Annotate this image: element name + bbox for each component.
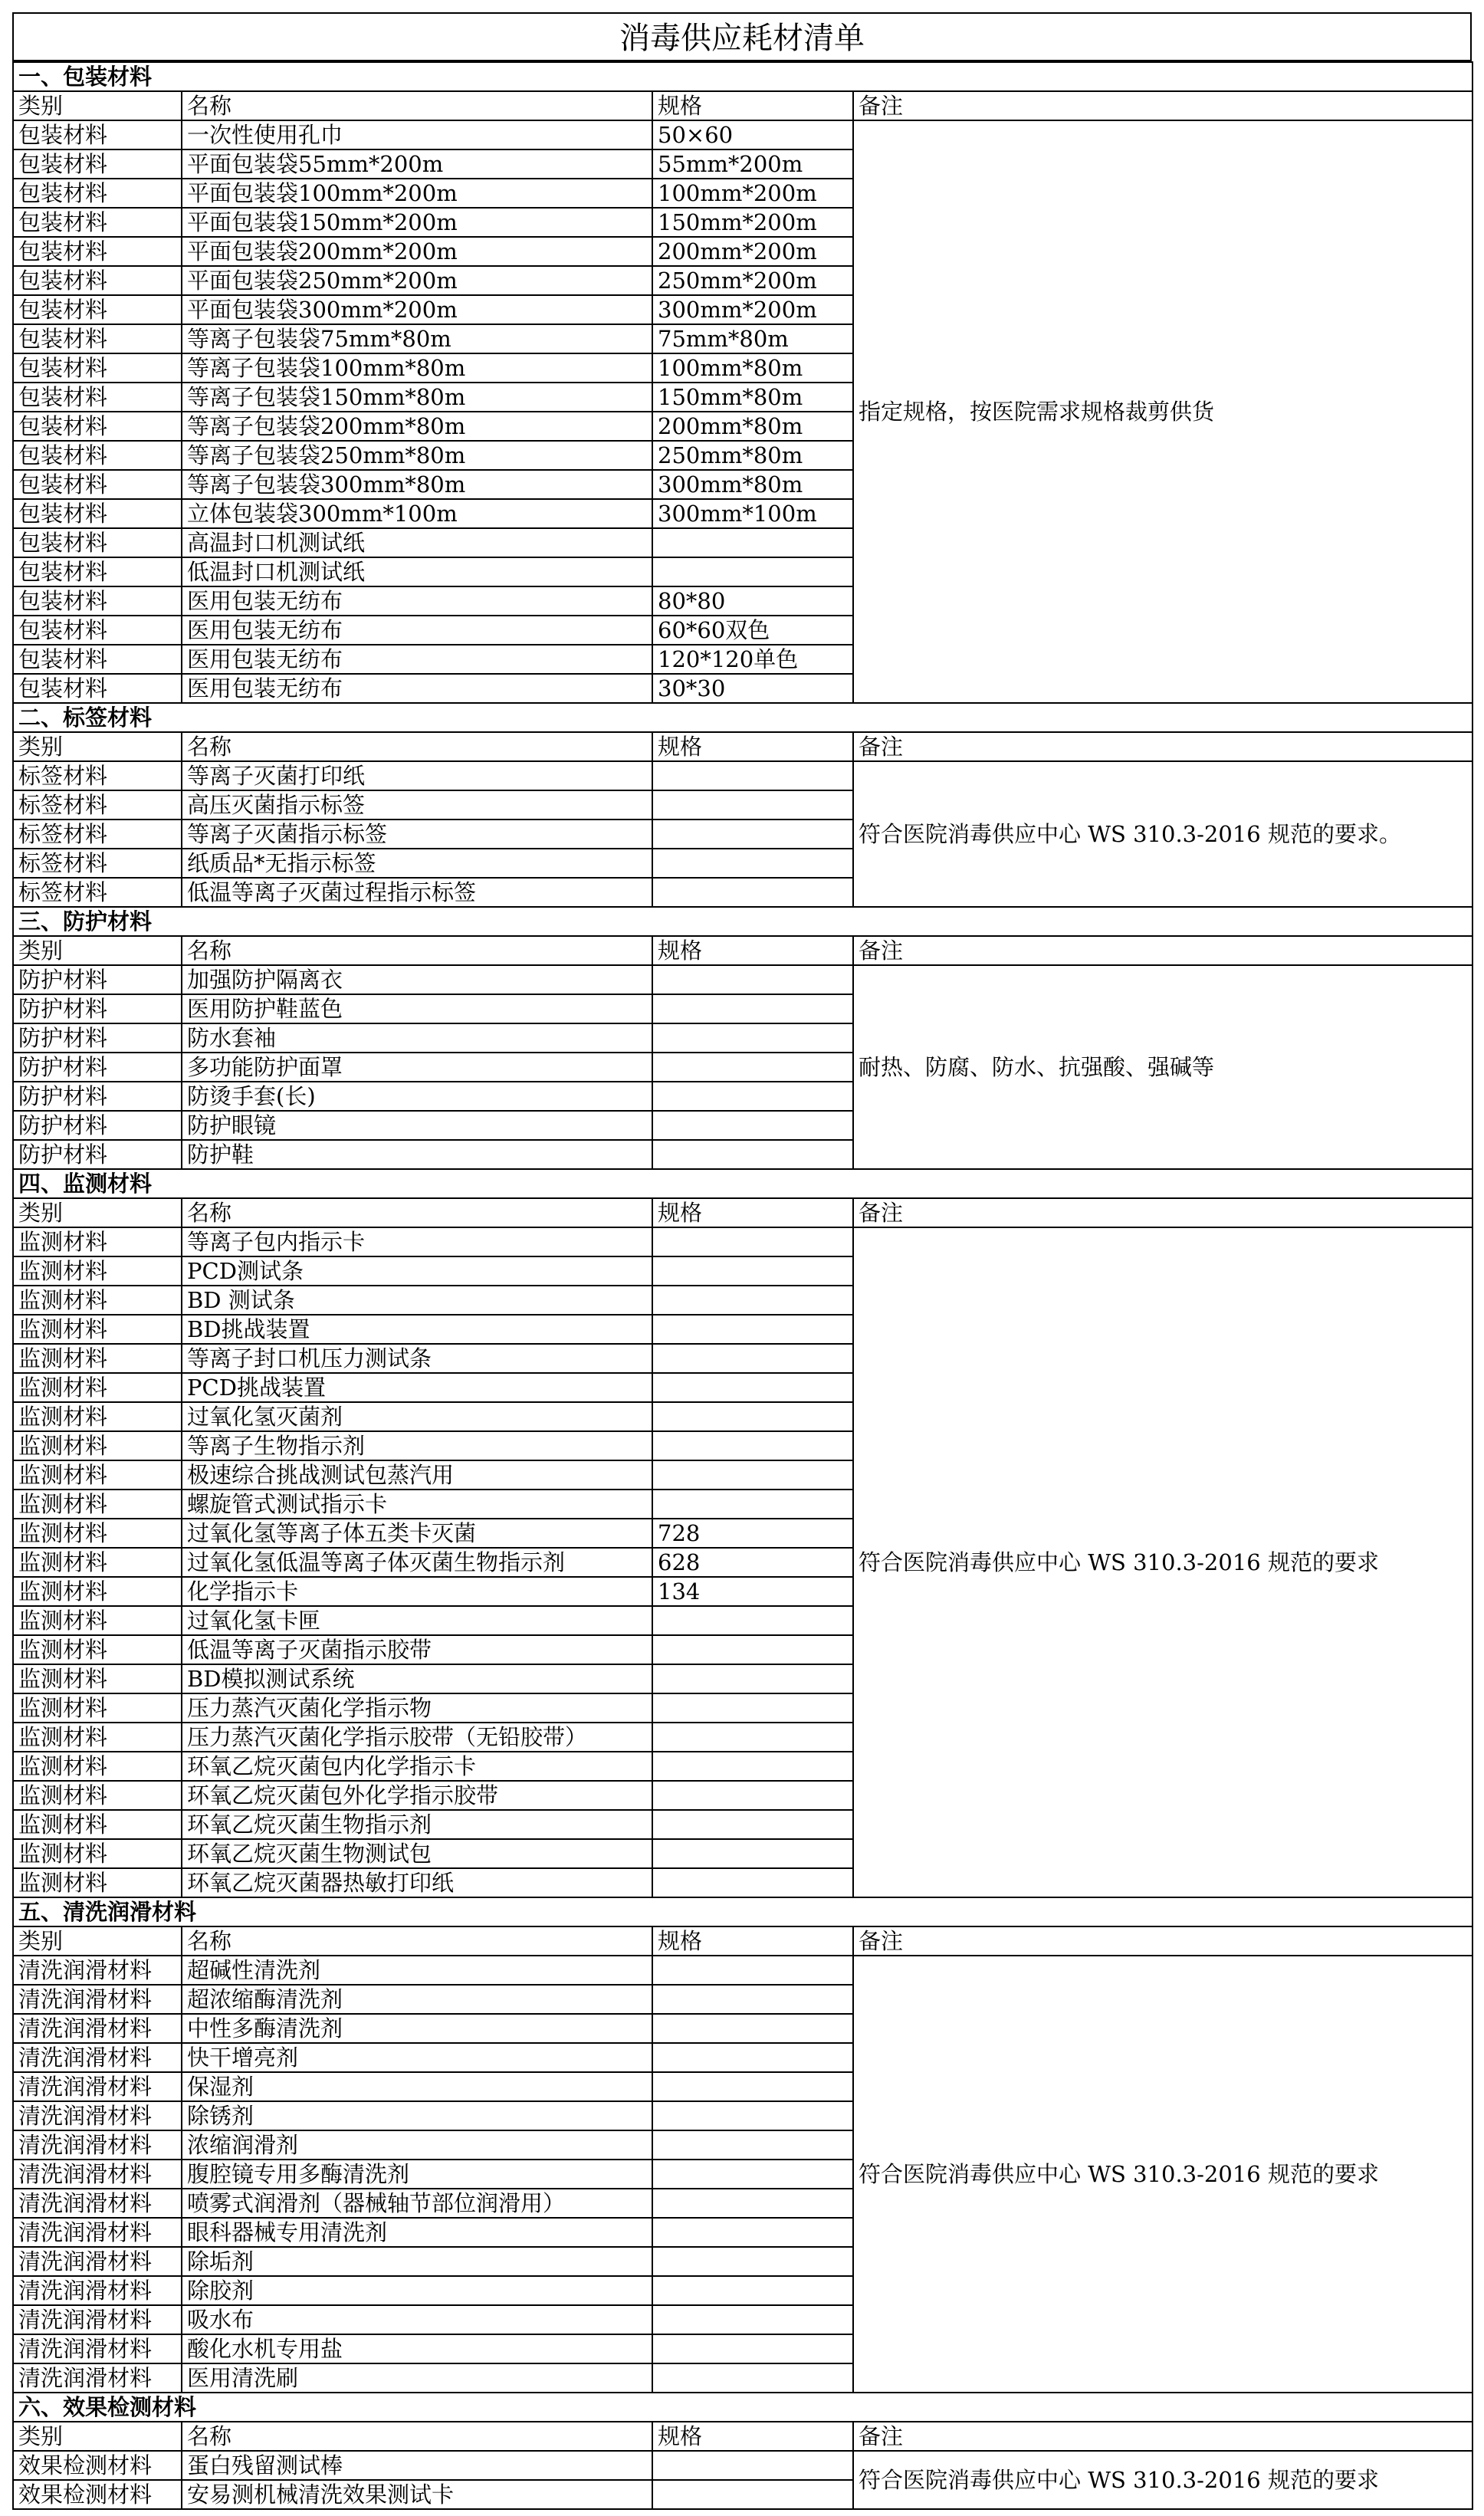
section-heading: 五、清洗润滑材料 [13,1897,1473,1926]
cell-note: 符合医院消毒供应中心 WS 310.3-2016 规范的要求 [853,1956,1473,2393]
cell-category: 监测材料 [13,1868,182,1897]
cell-category: 清洗润滑材料 [13,2247,182,2276]
cell-name: 低温等离子灭菌过程指示标签 [182,878,652,907]
cell-name: 高压灭菌指示标签 [182,790,652,820]
header-name: 名称 [182,91,652,120]
cell-spec: 150mm*80m [652,383,853,412]
cell-name: 防烫手套(长) [182,1082,652,1111]
cell-spec [652,1286,853,1315]
cell-name: BD挑战装置 [182,1315,652,1344]
cell-note: 耐热、防腐、防水、抗强酸、强碱等 [853,965,1473,1169]
cell-spec [652,1460,853,1490]
cell-name: 中性多酶清洗剂 [182,2014,652,2043]
cell-spec [652,528,853,557]
section-heading-row [13,1169,1473,1198]
cell-spec [652,1810,853,1839]
cell-category: 监测材料 [13,1344,182,1373]
cell-category: 监测材料 [13,1315,182,1344]
cell-spec: 100mm*200m [652,179,853,208]
header-note: 备注 [853,2422,1473,2451]
section-heading: 一、包装材料 [13,62,1473,91]
cell-name: 平面包装袋200mm*200m [182,237,652,266]
cell-spec [652,1431,853,1460]
cell-category: 防护材料 [13,1023,182,1053]
cell-category: 防护材料 [13,1111,182,1140]
cell-name: 除胶剂 [182,2276,652,2305]
cell-name: 酸化水机专用盐 [182,2334,652,2363]
cell-category: 包装材料 [13,208,182,237]
cell-category: 清洗润滑材料 [13,2334,182,2363]
cell-category: 包装材料 [13,324,182,353]
cell-name: 压力蒸汽灭菌化学指示物 [182,1693,652,1723]
cell-spec [652,849,853,878]
cell-category: 标签材料 [13,761,182,790]
section-heading-row [13,2393,1473,2422]
cell-category: 包装材料 [13,266,182,295]
cell-note: 符合医院消毒供应中心 WS 310.3-2016 规范的要求。 [853,761,1473,907]
header-name: 名称 [182,1198,652,1227]
cell-name: 蛋白残留测试棒 [182,2451,652,2480]
cell-category: 包装材料 [13,149,182,179]
cell-name: 等离子包装袋100mm*80m [182,353,652,383]
column-header-row [13,2422,1473,2451]
cell-category: 效果检测材料 [13,2480,182,2509]
cell-spec: 250mm*200m [652,266,853,295]
cell-category: 监测材料 [13,1256,182,1286]
cell-category: 清洗润滑材料 [13,2072,182,2101]
cell-name: 等离子灭菌指示标签 [182,820,652,849]
cell-category: 清洗润滑材料 [13,2276,182,2305]
cell-spec [652,1606,853,1635]
header-note: 备注 [853,936,1473,965]
cell-name: 保湿剂 [182,2072,652,2101]
header-category: 类别 [13,2422,182,2451]
cell-spec [652,994,853,1023]
cell-category: 包装材料 [13,120,182,149]
cell-category: 包装材料 [13,470,182,499]
cell-spec [652,2247,853,2276]
cell-category: 包装材料 [13,383,182,412]
cell-spec [652,1140,853,1169]
cell-spec: 60*60双色 [652,616,853,645]
cell-category: 监测材料 [13,1781,182,1810]
cell-spec [652,2480,853,2509]
cell-category: 清洗润滑材料 [13,2101,182,2130]
cell-spec: 120*120单色 [652,645,853,674]
cell-name: 等离子包装袋300mm*80m [182,470,652,499]
cell-name: 除锈剂 [182,2101,652,2130]
sheet-title: 消毒供应耗材清单 [12,12,1472,61]
header-name: 名称 [182,1926,652,1956]
cell-spec [652,2014,853,2043]
column-header-row [13,1926,1473,1956]
cell-category: 标签材料 [13,790,182,820]
cell-name: 环氧乙烷灭菌生物指示剂 [182,1810,652,1839]
cell-name: 等离子包内指示卡 [182,1227,652,1256]
cell-name: 医用防护鞋蓝色 [182,994,652,1023]
cell-spec [652,965,853,994]
cell-spec [652,1752,853,1781]
cell-spec [652,1373,853,1402]
cell-spec [652,1344,853,1373]
cell-category: 监测材料 [13,1519,182,1548]
cell-category: 清洗润滑材料 [13,2014,182,2043]
cell-category: 清洗润滑材料 [13,2305,182,2334]
header-category: 类别 [13,936,182,965]
cell-spec [652,761,853,790]
cell-category: 清洗润滑材料 [13,1956,182,1985]
cell-name: 吸水布 [182,2305,652,2334]
cell-name: 平面包装袋300mm*200m [182,295,652,324]
cell-spec: 100mm*80m [652,353,853,383]
cell-category: 防护材料 [13,965,182,994]
material-table [12,61,1473,2510]
cell-spec [652,2451,853,2480]
cell-category: 清洗润滑材料 [13,2189,182,2218]
cell-name: 等离子生物指示剂 [182,1431,652,1460]
cell-spec [652,2218,853,2247]
header-note: 备注 [853,91,1473,120]
cell-category: 包装材料 [13,499,182,528]
cell-spec [652,1985,853,2014]
header-category: 类别 [13,91,182,120]
cell-category: 监测材料 [13,1490,182,1519]
cell-name: 医用包装无纺布 [182,645,652,674]
table-row [13,2451,1473,2480]
header-name: 名称 [182,732,652,761]
cell-name: 医用包装无纺布 [182,616,652,645]
cell-spec [652,1023,853,1053]
cell-name: 平面包装袋150mm*200m [182,208,652,237]
cell-name: 医用清洗刷 [182,2363,652,2393]
column-header-row [13,732,1473,761]
cell-category: 监测材料 [13,1402,182,1431]
cell-spec [652,1693,853,1723]
table-row [13,761,1473,790]
cell-spec [652,2276,853,2305]
section-heading: 三、防护材料 [13,907,1473,936]
cell-spec: 628 [652,1548,853,1577]
cell-name: 等离子包装袋250mm*80m [182,441,652,470]
cell-name: 等离子灭菌打印纸 [182,761,652,790]
header-name: 名称 [182,2422,652,2451]
cell-category: 防护材料 [13,1082,182,1111]
cell-category: 防护材料 [13,1140,182,1169]
cell-name: 多功能防护面罩 [182,1053,652,1082]
cell-category: 清洗润滑材料 [13,2130,182,2160]
cell-category: 包装材料 [13,674,182,703]
cell-name: 防护眼镜 [182,1111,652,1140]
cell-category: 标签材料 [13,878,182,907]
cell-category: 包装材料 [13,586,182,616]
cell-spec [652,790,853,820]
cell-name: 化学指示卡 [182,1577,652,1606]
cell-category: 监测材料 [13,1635,182,1664]
cell-name: 过氧化氢低温等离子体灭菌生物指示剂 [182,1548,652,1577]
cell-spec [652,2189,853,2218]
cell-name: 等离子包装袋75mm*80m [182,324,652,353]
table-row [13,965,1473,994]
table-row [13,120,1473,149]
cell-name: 快干增亮剂 [182,2043,652,2072]
cell-spec [652,2363,853,2393]
cell-name: 平面包装袋55mm*200m [182,149,652,179]
cell-name: 防水套袖 [182,1023,652,1053]
cell-spec [652,1781,853,1810]
cell-spec: 80*80 [652,586,853,616]
header-category: 类别 [13,1198,182,1227]
cell-category: 监测材料 [13,1693,182,1723]
cell-name: 螺旋管式测试指示卡 [182,1490,652,1519]
cell-spec: 300mm*100m [652,499,853,528]
cell-spec [652,1490,853,1519]
cell-category: 效果检测材料 [13,2451,182,2480]
cell-category: 包装材料 [13,412,182,441]
cell-name: 等离子封口机压力测试条 [182,1344,652,1373]
cell-name: 纸质品*无指示标签 [182,849,652,878]
cell-name: 一次性使用孔巾 [182,120,652,149]
cell-name: 环氧乙烷灭菌包内化学指示卡 [182,1752,652,1781]
cell-name: 平面包装袋250mm*200m [182,266,652,295]
cell-spec: 728 [652,1519,853,1548]
cell-spec [652,557,853,586]
cell-spec [652,2130,853,2160]
cell-name: 过氧化氢卡匣 [182,1606,652,1635]
cell-name: 防护鞋 [182,1140,652,1169]
cell-category: 包装材料 [13,616,182,645]
cell-name: 过氧化氢灭菌剂 [182,1402,652,1431]
column-header-row [13,936,1473,965]
cell-category: 包装材料 [13,237,182,266]
header-note: 备注 [853,732,1473,761]
cell-spec [652,1635,853,1664]
section-heading-row [13,62,1473,91]
section-heading-row [13,703,1473,732]
cell-name: 安易测机械清洗效果测试卡 [182,2480,652,2509]
cell-spec [652,1315,853,1344]
cell-spec: 300mm*200m [652,295,853,324]
cell-name: 过氧化氢等离子体五类卡灭菌 [182,1519,652,1548]
cell-name: BD模拟测试系统 [182,1664,652,1693]
cell-category: 标签材料 [13,849,182,878]
cell-category: 包装材料 [13,353,182,383]
header-spec: 规格 [652,2422,853,2451]
cell-category: 监测材料 [13,1548,182,1577]
section-heading-row [13,1897,1473,1926]
cell-name: 医用包装无纺布 [182,586,652,616]
cell-spec [652,1868,853,1897]
cell-spec: 30*30 [652,674,853,703]
cell-category: 监测材料 [13,1606,182,1635]
header-category: 类别 [13,1926,182,1956]
cell-name: 高温封口机测试纸 [182,528,652,557]
cell-spec [652,2043,853,2072]
cell-category: 包装材料 [13,295,182,324]
cell-spec [652,1227,853,1256]
cell-spec [652,1956,853,1985]
cell-spec [652,878,853,907]
cell-name: 加强防护隔离衣 [182,965,652,994]
cell-name: 立体包装袋300mm*100m [182,499,652,528]
cell-category: 监测材料 [13,1664,182,1693]
cell-category: 防护材料 [13,994,182,1023]
cell-spec [652,820,853,849]
header-category: 类别 [13,732,182,761]
cell-spec [652,1839,853,1868]
table-row [13,1227,1473,1256]
cell-name: BD 测试条 [182,1286,652,1315]
cell-category: 监测材料 [13,1373,182,1402]
cell-name: 极速综合挑战测试包蒸汽用 [182,1460,652,1490]
cell-category: 监测材料 [13,1839,182,1868]
cell-name: 低温等离子灭菌指示胶带 [182,1635,652,1664]
cell-name: 低温封口机测试纸 [182,557,652,586]
section-heading-row [13,907,1473,936]
cell-name: 超浓缩酶清洗剂 [182,1985,652,2014]
cell-spec: 200mm*200m [652,237,853,266]
header-note: 备注 [853,1198,1473,1227]
cell-category: 清洗润滑材料 [13,2043,182,2072]
cell-spec [652,1664,853,1693]
cell-spec [652,1111,853,1140]
cell-spec [652,1723,853,1752]
cell-spec [652,1082,853,1111]
cell-category: 清洗润滑材料 [13,2363,182,2393]
cell-category: 监测材料 [13,1227,182,1256]
cell-name: 超碱性清洗剂 [182,1956,652,1985]
cell-spec [652,1053,853,1082]
header-spec: 规格 [652,1926,853,1956]
cell-name: 除垢剂 [182,2247,652,2276]
material-list-sheet [12,12,1472,2510]
cell-name: PCD挑战装置 [182,1373,652,1402]
cell-name: 浓缩润滑剂 [182,2130,652,2160]
cell-category: 包装材料 [13,645,182,674]
cell-category: 标签材料 [13,820,182,849]
header-spec: 规格 [652,732,853,761]
cell-category: 清洗润滑材料 [13,2160,182,2189]
section-heading: 六、效果检测材料 [13,2393,1473,2422]
cell-note: 符合医院消毒供应中心 WS 310.3-2016 规范的要求 [853,1227,1473,1897]
cell-spec: 134 [652,1577,853,1606]
cell-category: 监测材料 [13,1723,182,1752]
cell-spec: 75mm*80m [652,324,853,353]
header-spec: 规格 [652,936,853,965]
cell-category: 清洗润滑材料 [13,1985,182,2014]
cell-spec: 300mm*80m [652,470,853,499]
cell-name: 腹腔镜专用多酶清洗剂 [182,2160,652,2189]
cell-spec [652,2072,853,2101]
cell-note: 符合医院消毒供应中心 WS 310.3-2016 规范的要求 [853,2451,1473,2509]
cell-name: 医用包装无纺布 [182,674,652,703]
cell-name: 环氧乙烷灭菌生物测试包 [182,1839,652,1868]
cell-name: 喷雾式润滑剂（器械轴节部位润滑用） [182,2189,652,2218]
cell-name: 等离子包装袋150mm*80m [182,383,652,412]
cell-name: 压力蒸汽灭菌化学指示胶带（无铅胶带） [182,1723,652,1752]
header-spec: 规格 [652,91,853,120]
section-heading: 四、监测材料 [13,1169,1473,1198]
cell-spec: 50×60 [652,120,853,149]
cell-category: 清洗润滑材料 [13,2218,182,2247]
cell-category: 包装材料 [13,179,182,208]
cell-spec [652,1402,853,1431]
cell-category: 监测材料 [13,1577,182,1606]
column-header-row [13,1198,1473,1227]
cell-spec [652,2101,853,2130]
cell-spec: 55mm*200m [652,149,853,179]
cell-category: 包装材料 [13,528,182,557]
cell-spec: 150mm*200m [652,208,853,237]
cell-name: 平面包装袋100mm*200m [182,179,652,208]
cell-category: 监测材料 [13,1460,182,1490]
cell-name: 眼科器械专用清洗剂 [182,2218,652,2247]
cell-note: 指定规格，按医院需求规格裁剪供货 [853,120,1473,703]
cell-spec [652,2334,853,2363]
cell-spec: 250mm*80m [652,441,853,470]
cell-category: 包装材料 [13,441,182,470]
cell-spec: 200mm*80m [652,412,853,441]
cell-name: 等离子包装袋200mm*80m [182,412,652,441]
cell-category: 监测材料 [13,1286,182,1315]
cell-spec [652,1256,853,1286]
header-note: 备注 [853,1926,1473,1956]
section-heading: 二、标签材料 [13,703,1473,732]
cell-category: 监测材料 [13,1810,182,1839]
cell-category: 包装材料 [13,557,182,586]
header-spec: 规格 [652,1198,853,1227]
cell-spec [652,2160,853,2189]
cell-name: PCD测试条 [182,1256,652,1286]
cell-name: 环氧乙烷灭菌包外化学指示胶带 [182,1781,652,1810]
cell-category: 防护材料 [13,1053,182,1082]
cell-name: 环氧乙烷灭菌器热敏打印纸 [182,1868,652,1897]
table-row [13,1956,1473,1985]
header-name: 名称 [182,936,652,965]
cell-spec [652,2305,853,2334]
cell-category: 监测材料 [13,1752,182,1781]
cell-category: 监测材料 [13,1431,182,1460]
column-header-row [13,91,1473,120]
